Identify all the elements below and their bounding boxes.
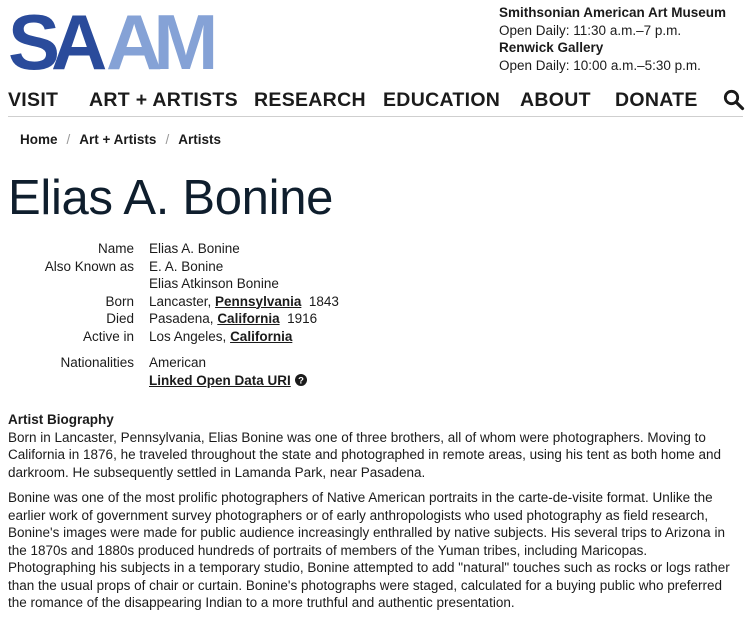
breadcrumb-artists[interactable]: Artists [178, 132, 221, 147]
fact-row-lod [0, 372, 745, 390]
fact-value [149, 328, 292, 346]
fact-row-name [0, 240, 745, 258]
active-state-link[interactable]: California [230, 328, 293, 344]
nav-item-education[interactable]: EDUCATION [383, 89, 501, 111]
born-state-link[interactable]: Pennsylvania [215, 293, 302, 309]
active-place: Los Angeles, [149, 328, 231, 344]
nav-item-research[interactable]: RESEARCH [254, 89, 366, 111]
breadcrumb-home[interactable]: Home [20, 132, 58, 147]
question-circle-icon[interactable] [295, 374, 307, 386]
died-place: Pasadena, [149, 311, 218, 326]
fact-value [149, 310, 317, 328]
search-icon[interactable] [723, 89, 745, 111]
saam-logo-mark [8, 0, 218, 86]
born-year: 1843 [308, 293, 339, 309]
venue-name: Smithsonian American Art Museum [499, 5, 727, 20]
fact-value: E. A. Bonine [149, 258, 224, 274]
died-year: 1916 [287, 311, 318, 326]
biography-heading: Artist Biography [8, 412, 114, 427]
fact-label: Also Known as [44, 258, 134, 274]
fact-label: Active in [82, 328, 134, 344]
logo-letters-sa: SA [8, 0, 99, 86]
fact-row-nationalities [0, 354, 745, 372]
fact-value [149, 372, 307, 390]
venue-hours: Open Daily: 10:00 a.m.–5:30 p.m. [499, 57, 701, 73]
breadcrumb-separator: / [165, 132, 170, 147]
saam-logo[interactable] [8, 0, 218, 86]
fact-value [149, 293, 339, 311]
venue-hours: Open Daily: 11:30 a.m.–7 p.m. [499, 22, 682, 38]
main-nav [8, 89, 743, 117]
nav-item-art-artists[interactable]: ART + ARTISTS [89, 89, 238, 111]
nav-item-about[interactable]: ABOUT [520, 89, 591, 111]
artist-biography [8, 411, 738, 620]
fact-row-born [0, 293, 745, 311]
venue-name: Renwick Gallery [499, 40, 604, 55]
fact-row-aka [0, 275, 745, 293]
fact-label: Died [106, 311, 134, 326]
breadcrumb [20, 132, 221, 147]
fact-value: Elias A. Bonine [149, 241, 240, 256]
biography-paragraph: Born in Lancaster, Pennsylvania, Elias Bonine was one of three brothers, all of whom were photographers. Moving to California in 1876, he traveled throughout the state and photographed in remote areas, using his tent as both home and darkroom. He subsequently settled in Lamanda Park, near Pasadena. [8, 429, 721, 480]
born-place: Lancaster, [149, 293, 216, 309]
fact-label: Born [105, 293, 134, 309]
fact-row-aka [0, 258, 745, 276]
breadcrumb-separator: / [66, 132, 71, 147]
breadcrumb-art-artists[interactable]: Art + Artists [79, 132, 157, 147]
fact-value: Elias Atkinson Bonine [149, 276, 279, 291]
biography-paragraph: Bonine was one of the most prolific photographers of Native American portraits in the carte-de-visite format. Unlike the earlier work of government survey photographers or of early anthropologists who used photography as field research, Bonine's images were made for public audience increasingly enthralled by native subjects. His several trips to Arizona in the 1870s and 1880s produced hundreds of portraits of members of the Yuman tribes, including Maricopas. Photographing his subjects in a temporary studio, Bonine attempted to add "natural" touches such as rocks or logs rather than the usual props of chair or curtain. Bonine's photographs were staged, calculated for a buying public who preferred the romance of the disappearing Indian to a more truthful and authentic presentation. [8, 490, 730, 610]
page-title: Elias A. Bonine [8, 171, 334, 225]
logo-letters-am: AM [106, 0, 210, 86]
museum-hours [499, 4, 726, 74]
fact-label: Name [97, 241, 134, 256]
died-state-link[interactable]: California [217, 311, 280, 326]
spacer [0, 345, 745, 354]
fact-row-died [0, 310, 745, 328]
nav-item-visit[interactable]: VISIT [8, 89, 59, 111]
linked-open-data-link[interactable]: Linked Open Data URI [149, 372, 291, 388]
fact-label: Nationalities [60, 355, 134, 370]
svg-text:?: ? [297, 375, 304, 387]
fact-value: American [149, 355, 207, 370]
fact-row-active [0, 328, 745, 346]
artist-facts [0, 240, 745, 389]
nav-item-donate[interactable]: DONATE [615, 89, 698, 111]
